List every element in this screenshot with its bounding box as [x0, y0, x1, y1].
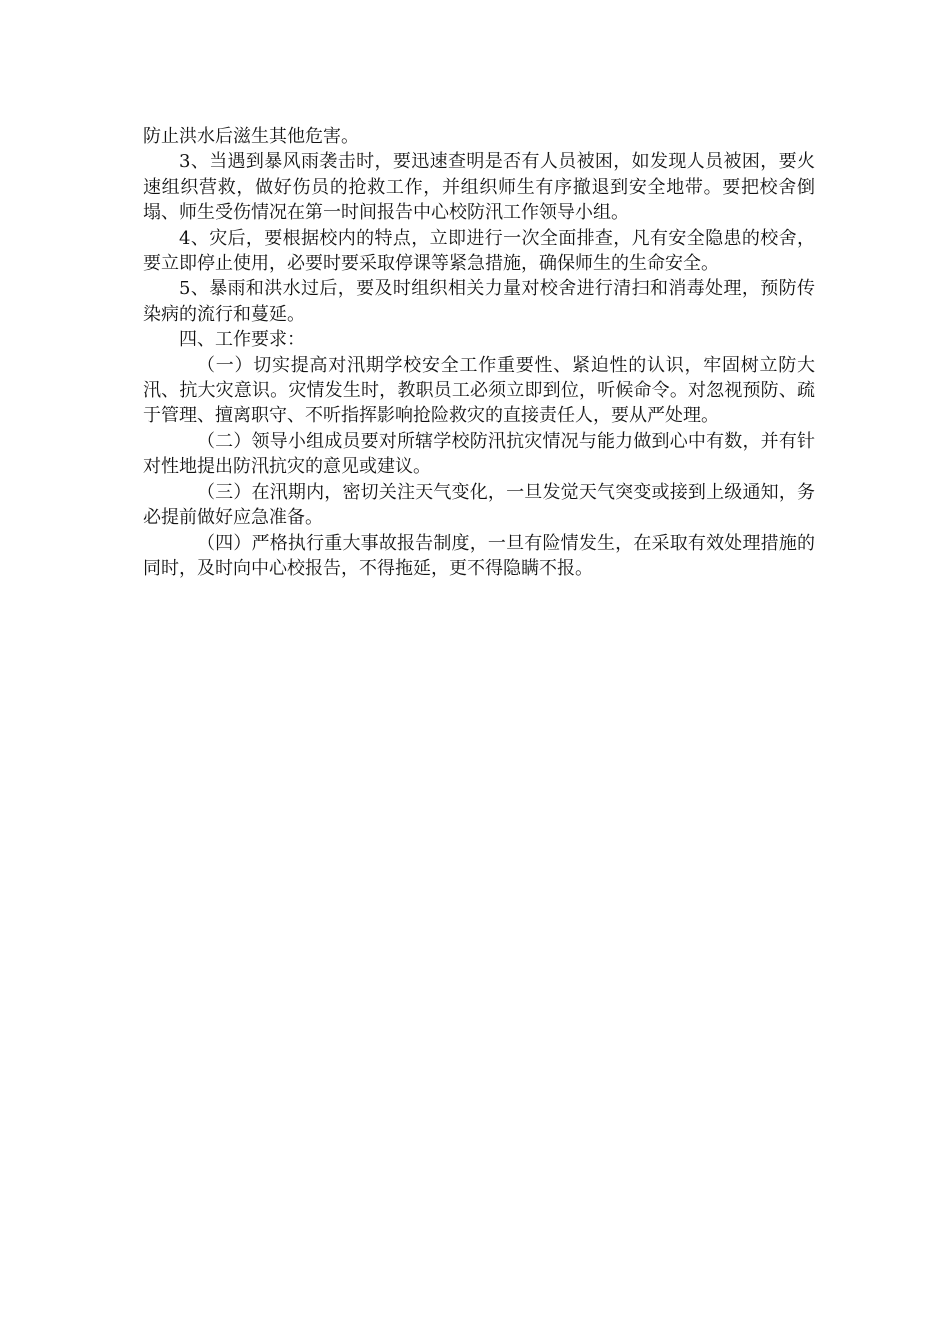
paragraph-item-4: 4、灾后，要根据校内的特点，立即进行一次全面排查，凡有安全隐患的校舍，要立即停止使用，必要时要采取停课等紧急措施，确保师生的生命安全。 — [143, 227, 815, 275]
paragraph-requirement-1: （一）切实提高对汛期学校安全工作重要性、紧迫性的认识，牢固树立防大汛、抗大灾意识。灾情发生时，教职员工必须立即到位，听候命令。对忽视预防、疏于管理、擅离职守、不听指挥影响抢险救灾的直接责任人，要从严处理。 — [143, 354, 815, 427]
paragraph-continuation: 防止洪水后滋生其他危害。 — [143, 126, 359, 147]
paragraph-item-5: 5、暴雨和洪水过后，要及时组织相关力量对校舍进行清扫和消毒处理，预防传染病的流行和蔓延。 — [143, 278, 815, 325]
paragraph-requirement-3: （三）在汛期内，密切关注天气变化，一旦发觉天气突变或接到上级通知，务必提前做好应急准备。 — [143, 481, 815, 529]
paragraph-requirement-2: （二）领导小组成员要对所辖学校防汛抗灾情况与能力做到心中有数，并有针对性地提出防汛抗灾的意见或建议。 — [143, 430, 815, 478]
paragraph-item-3: 3、当遇到暴风雨袭击时，要迅速查明是否有人员被困，如发现人员被困，要火速组织营救，做好伤员的抢救工作，并组织师生有序撤退到安全地带。要把校舍倒塌、师生受伤情况在第一时间报告中心校防汛工作领导小组。 — [143, 151, 815, 224]
paragraph-requirement-4: （四）严格执行重大事故报告制度，一旦有险情发生，在采取有效处理措施的同时，及时向中心校报告，不得拖延，更不得隐瞒不报。 — [143, 532, 815, 579]
document-body — [143, 124, 815, 581]
section-heading-work-requirements: 四、工作要求： — [179, 329, 305, 351]
